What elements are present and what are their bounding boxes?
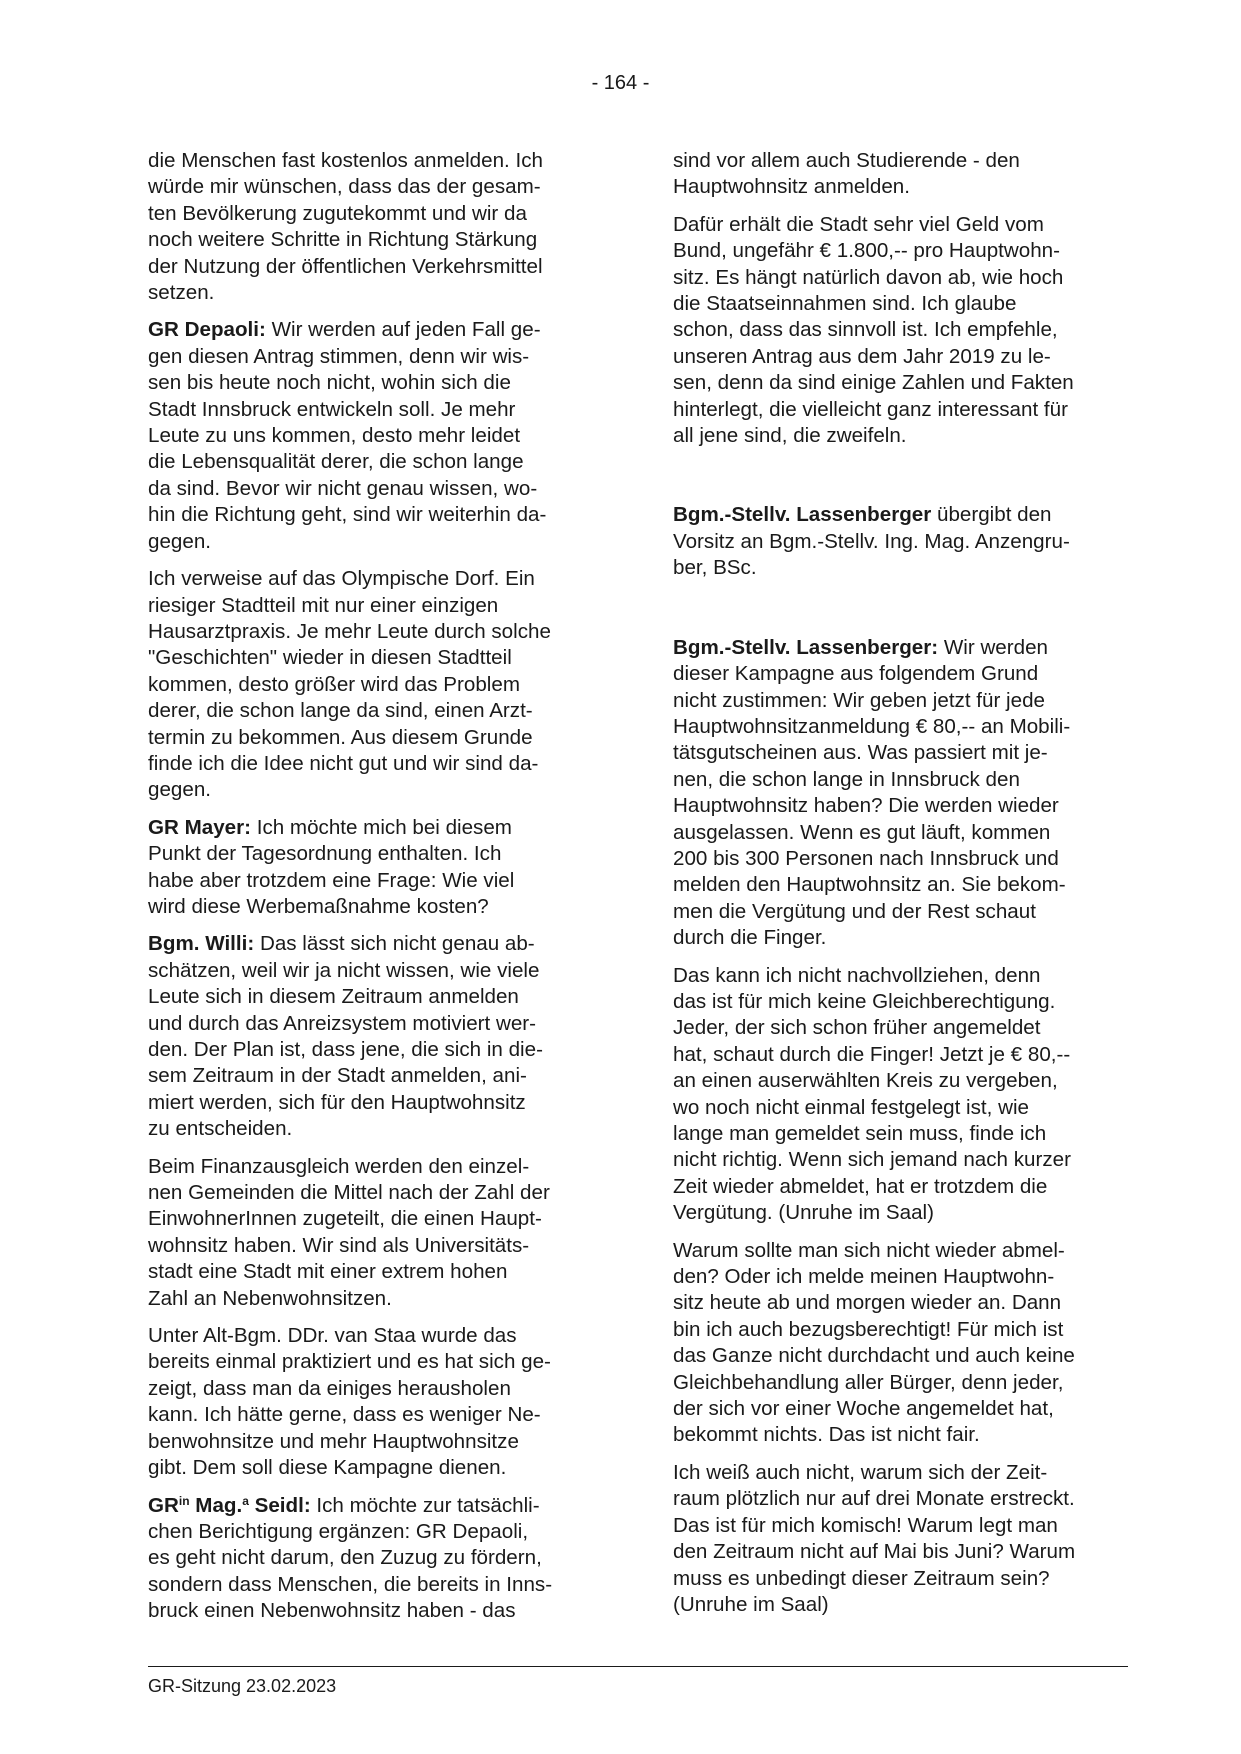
superscript: in bbox=[178, 1493, 190, 1508]
speech-text: Das lässt sich nicht genau ab- schätzen, weil wir ja nicht wissen, wie viele Leute sich in diesem Zeitraum anmelden und durch das Anreizsystem motiviert wer- den. Der Plan ist, dass jene, die sich in die- sem Zeitraum in der Stadt anmelden, ani- miert werden, sich für den Hauptwohnsitz zu entscheiden. bbox=[148, 932, 543, 1141]
footer-divider bbox=[148, 1666, 1128, 1667]
speech-text: Ich möchte mich bei diesem Punkt der Tagesordnung enthalten. Ich habe aber trotzdem eine Frage: Wie viel wird diese Werbemaßnahme kosten? bbox=[148, 815, 515, 918]
paragraph-left-1: die Menschen fast kostenlos anmelden. Ich würde mir wünschen, dass das der gesam- ten Bevölkerung zugutekommt und wir da noch weitere Schritte in Richtung Stärkung der Nutzung der öffentlichen Verkehrsmittel setzen. bbox=[148, 149, 543, 305]
paragraph-right-6: Warum sollte man sich nicht wieder abmel- den? Oder ich melde meinen Hauptwohn- sitz heute ab und morgen wieder an. Dann bin ich auch bezugsberechtigt! Für mich ist das Ganze nicht durchdacht und auch keine Gleichbehandlung aller Bürger, denn jeder, der sich vor einer Woche angemeldet hat, bekommt nichts. Das ist nicht fair. bbox=[673, 1238, 1075, 1447]
paragraph-left-7: Unter Alt-Bgm. DDr. van Staa wurde das bereits einmal praktiziert und es hat sich ge- zeigt, dass man da einiges herausholen kann. Ich hätte gerne, dass es weniger Ne- benwohnsitze und mehr Hauptwohnsitze gibt. Dem soll diese Kampagne dienen. bbox=[148, 1324, 551, 1480]
speaker-title: GR bbox=[148, 1493, 179, 1517]
paragraph-left-6: Beim Finanzausgleich werden den einzel- nen Gemeinden die Mittel nach der Zahl der EinwohnerInnen zugeteilt, die einen Haupt- wohnsitz haben. Wir sind als Universitäts- stadt eine Stadt mit einer extrem hohen Zahl an Nebenwohnsitzen. bbox=[148, 1154, 550, 1310]
paragraph-right-4 bbox=[673, 635, 1125, 952]
speaker-name: Bgm. Willi: bbox=[148, 932, 255, 956]
speech-text: Wir werden dieser Kampagne aus folgendem Grund nicht zustimmen: Wir geben jetzt für jede Hauptwohnsitzanmeldung € 80,-- an Mobili- tätsgutscheinen aus. Was passiert mit je- nen, die schon lange in Innsbruck den Hauptwohnsitz haben? Die werden wieder ausgelassen. Wenn es gut läuft, kommen 200 bis 300 Personen nach Innsbruck und melden den Hauptwohnsitz an. Sie bekom- men die Vergütung und der Rest schaut durch die Finger. bbox=[673, 635, 1071, 950]
paragraph-left-2 bbox=[148, 317, 594, 555]
paragraph-left-4 bbox=[148, 815, 594, 921]
speech-text: Wir werden auf jeden Fall ge- gen diesen Antrag stimmen, denn wir wis- sen bis heute noch nicht, wohin sich die Stadt Innsbruck entwickeln soll. Je mehr Leute zu uns kommen, desto mehr leidet die Lebensqualität derer, die schon lange da sind. Bevor wir nicht genau wissen, wo- hin die Richtung geht, sind wir weiterhin da- gegen. bbox=[148, 318, 547, 553]
speaker-name bbox=[148, 1494, 311, 1517]
speaker-surname: Seidl: bbox=[248, 1493, 311, 1517]
paragraph-right-2: Dafür erhält die Stadt sehr viel Geld vom Bund, ungefähr € 1.800,-- pro Hauptwohn- sitz. Es hängt natürlich davon ab, wie hoch die Staatseinnahmen sind. Ich glaube schon, dass das sinnvoll ist. Ich empfehle, unseren Antrag aus dem Jahr 2019 zu le- sen, denn da sind einige Zahlen und Fakten hinterlegt, die vielleicht ganz interessant für all jene sind, die zweifeln. bbox=[673, 212, 1074, 448]
paragraph-left-3: Ich verweise auf das Olympische Dorf. Ein riesiger Stadtteil mit nur einer einzigen Hausarztpraxis. Je mehr Leute durch solche "Geschichten" wieder in diesen Stadtteil kommen, desto größer wird das Problem derer, die schon lange da sind, einen Arzt- termin zu bekommen. Aus diesem Grunde finde ich die Idee nicht gut und wir sind da- gegen. bbox=[148, 567, 551, 802]
footer-text: GR-Sitzung 23.02.2023 bbox=[148, 1676, 337, 1696]
speaker-name: Bgm.-Stellv. Lassenberger: bbox=[673, 635, 939, 659]
paragraph-left-8 bbox=[148, 1493, 594, 1625]
speaker-title: Mag. bbox=[189, 1493, 243, 1517]
paragraph-right-5: Das kann ich nicht nachvollziehen, denn das ist für mich keine Gleichberechtigung. Jeder, der sich schon früher angemeldet hat, schaut durch die Finger! Jetzt je € 80,-- an einen auserwählten Kreis zu vergeben, wo noch nicht einmal festgelegt ist, wie lange man gemeldet sein muss, finde ich nicht richtig. Wenn sich jemand nach kurzer Zeit wieder abmeldet, hat er trotzdem die Vergütung. (Unruhe im Saal) bbox=[673, 963, 1071, 1225]
paragraph-right-1: sind vor allem auch Studierende - den Hauptwohnsitz anmelden. bbox=[673, 149, 1020, 199]
speaker-name: Bgm.-Stellv. Lassenberger bbox=[673, 503, 932, 527]
right-column bbox=[673, 148, 1125, 1629]
paragraph-right-3 bbox=[673, 502, 1125, 581]
paragraph-left-5 bbox=[148, 931, 594, 1142]
page-number: - 164 - bbox=[591, 72, 650, 94]
speech-text: übergibt den Vorsitz an Bgm.-Stellv. Ing. Mag. Anzengru- ber, BSc. bbox=[673, 503, 1070, 580]
speaker-name: GR Mayer: bbox=[148, 815, 251, 839]
paragraph-right-7: Ich weiß auch nicht, warum sich der Zeit- raum plötzlich nur auf drei Monate erstreckt. Das ist für mich komisch! Warum legt man den Zeitraum nicht auf Mai bis Juni? Warum muss es unbedingt dieser Zeitraum sein? (Unruhe im Saal) bbox=[673, 1460, 1076, 1616]
speaker-name: GR Depaoli: bbox=[148, 318, 266, 342]
superscript: a bbox=[242, 1493, 249, 1508]
left-column bbox=[148, 148, 594, 1636]
speech-text: Ich möchte zur tatsächli- chen Berichtigung ergänzen: GR Depaoli, es geht nicht darum, den Zuzug zu fördern, sondern dass Menschen, die bereits in Inns- bruck einen Nebenwohnsitz haben - das bbox=[148, 1493, 553, 1623]
